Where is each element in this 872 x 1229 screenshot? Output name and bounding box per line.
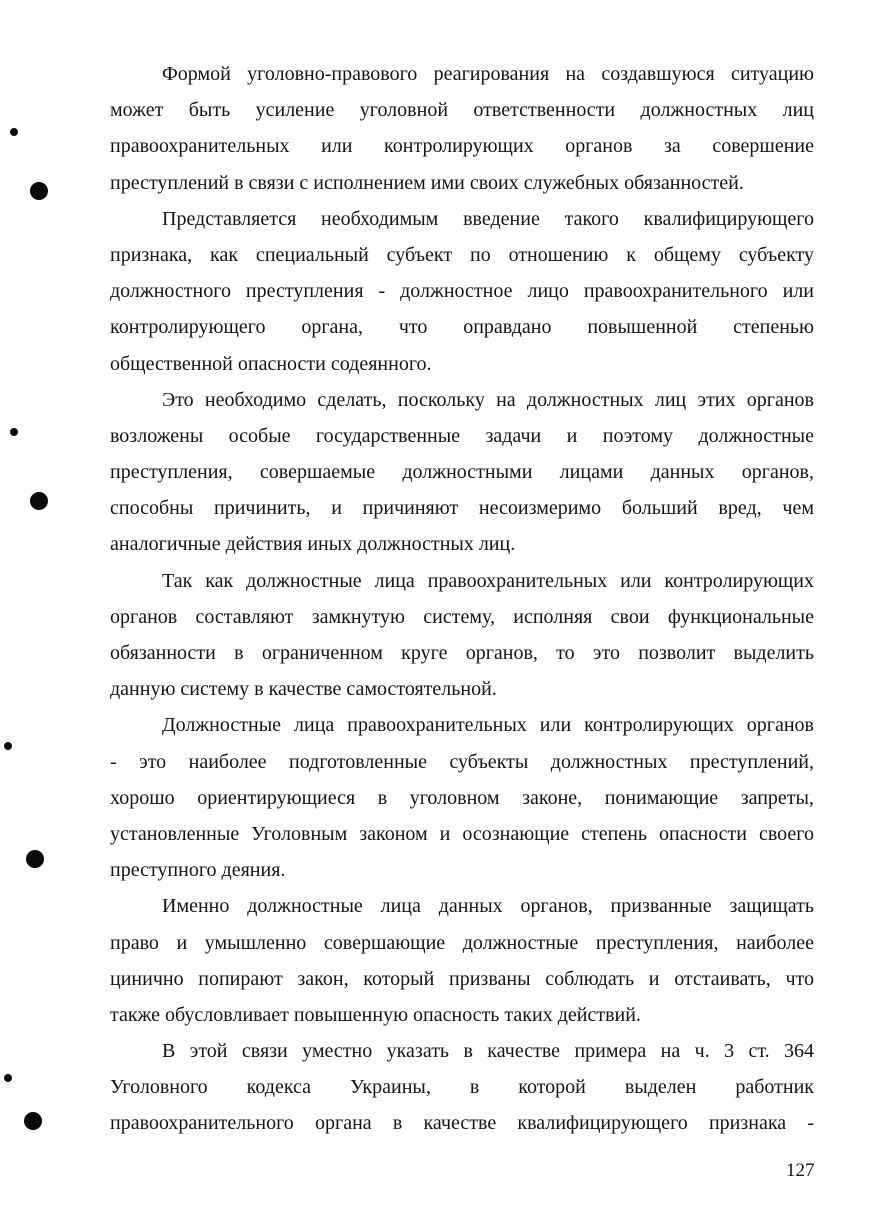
page-number: 127 (786, 1160, 815, 1181)
text-line: Должностные лица правоохранительных или контролирующих органов (162, 714, 814, 737)
text-line: преступлений в связи с исполнением ими своих служебных обязанностей. (110, 171, 744, 194)
text-line: также обусловливает повышенную опасность таких действий. (110, 1003, 641, 1026)
text-line: общественной опасности содеянного. (110, 352, 432, 375)
binding-hole-mark (4, 742, 12, 750)
binding-hole-mark (26, 850, 44, 868)
paragraph (110, 201, 814, 382)
text-line: право и умышленно совершающие должностные преступления, наиболее (110, 931, 814, 954)
text-line: правоохранительного органа в качестве квалифицирующего признака - (110, 1112, 814, 1135)
binding-hole-mark (10, 428, 18, 436)
text-line: аналогичные действия иных должностных лиц. (110, 533, 516, 556)
paragraph (110, 1033, 814, 1142)
text-line: Представляется необходимым введение такого квалифицирующего (162, 207, 814, 230)
text-line: - это наиболее подготовленные субъекты должностных преступлений, (110, 750, 814, 773)
text-line: данную систему в качестве самостоятельной. (110, 678, 497, 701)
text-line: Формой уголовно-правового реагирования на создавшуюся ситуацию (162, 63, 814, 85)
text-line: признака, как специальный субъект по отношению к общему субъекту (110, 243, 814, 266)
text-line: установленные Уголовным законом и осознающие степень опасности своего (110, 822, 814, 845)
binding-hole-mark (10, 128, 18, 136)
text-line: Именно должностные лица данных органов, призванные защищать (162, 895, 814, 918)
text-line: Уголовного кодекса Украины, в которой выделен работник (110, 1076, 814, 1099)
text-line: может быть усиление уголовной ответственности должностных лиц (110, 99, 814, 122)
binding-hole-mark (24, 1112, 42, 1130)
paragraph (110, 382, 814, 563)
text-line: способны причинить, и причиняют несоизмеримо больший вред, чем (110, 497, 814, 520)
text-line: обязанности в ограниченном круге органов, то это позволит выделить (110, 642, 814, 664)
text-line: цинично попирают закон, который призваны соблюдать и отстаивать, что (110, 967, 814, 990)
binding-hole-mark (30, 492, 48, 510)
paragraph (110, 707, 814, 888)
binding-hole-mark (4, 1074, 12, 1082)
text-line: хорошо ориентирующиеся в уголовном законе, понимающие запреты, (110, 786, 814, 809)
body-text (110, 56, 814, 1142)
text-line: должностного преступления - должностное лицо правоохранительного или (110, 280, 814, 303)
text-line: Это необходимо сделать, поскольку на должностных лиц этих органов (162, 388, 814, 411)
paragraph (110, 888, 814, 1033)
text-line: контролирующего органа, что оправдано повышенной степенью (110, 316, 814, 339)
text-line: преступного деяния. (110, 859, 286, 882)
text-line: В этой связи уместно указать в качестве примера на ч. 3 ст. 364 (162, 1040, 814, 1063)
text-line: правоохранительных или контролирующих органов за совершение (110, 135, 814, 158)
paragraph (110, 56, 814, 201)
text-line: преступления, совершаемые должностными лицами данных органов, (110, 461, 814, 484)
text-line: органов составляют замкнутую систему, исполняя свои функциональные (110, 605, 814, 628)
paragraph (110, 563, 814, 708)
text-line: возложены особые государственные задачи и поэтому должностные (110, 424, 814, 447)
binding-hole-mark (30, 182, 48, 200)
text-line: Так как должностные лица правоохранительных или контролирующих (162, 569, 814, 592)
